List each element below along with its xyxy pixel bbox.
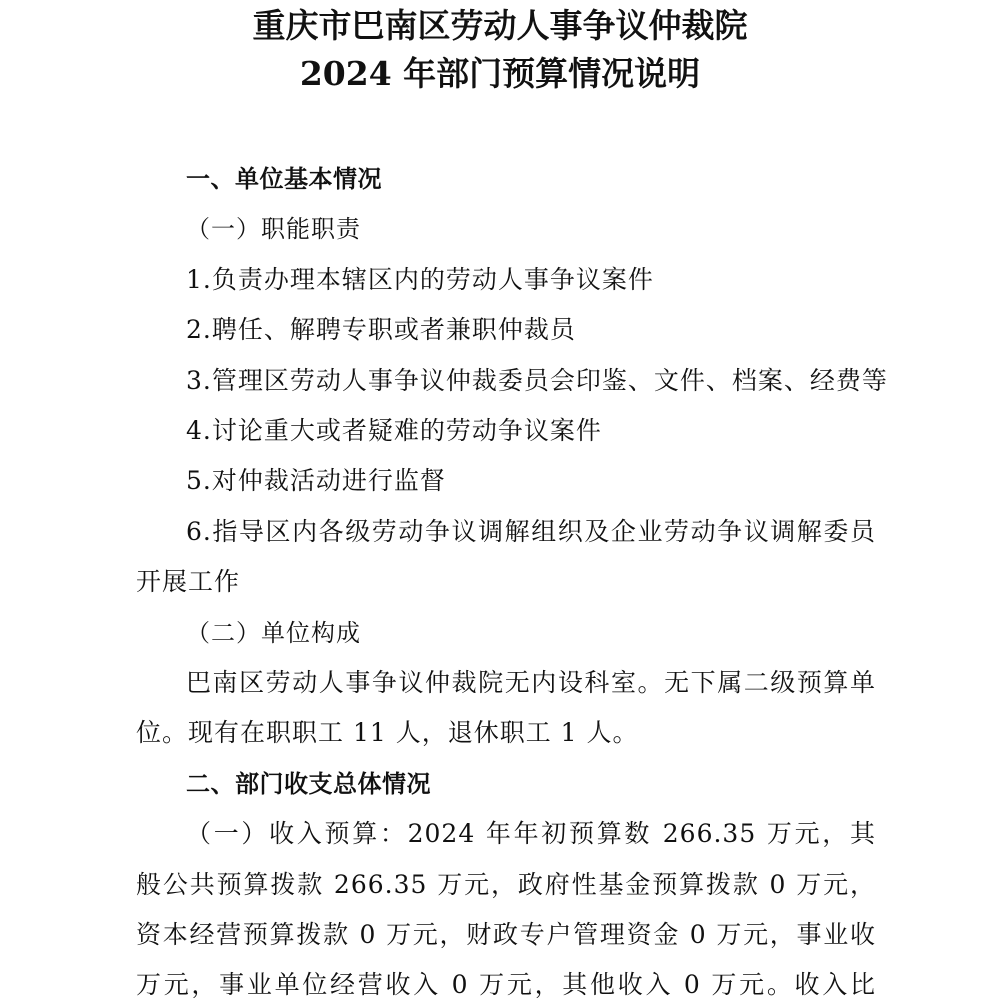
income-para-line-1: （一）收入预算：2024 年年初预算数 266.35 万元，其 xyxy=(186,819,876,848)
duty-item-2: 2.聘任、解聘专职或者兼职仲裁员 xyxy=(186,315,576,344)
duty-item-6-line-1: 6.指导区内各级劳动争议调解组织及企业劳动争议调解委员 xyxy=(186,517,876,546)
composition-para-line-2: 位。现有在职职工 11 人，退休职工 1 人。 xyxy=(136,718,639,747)
document-title-line-2: 2024 年部门预算情况说明 xyxy=(299,54,701,93)
section-2-heading: 二、部门收支总体情况 xyxy=(186,770,431,798)
income-para-line-4: 万元，事业单位经营收入 0 万元，其他收入 0 万元。收入比 xyxy=(136,970,876,999)
duty-item-6-line-2: 开展工作 xyxy=(136,567,241,596)
duty-item-3: 3.管理区劳动人事争议仲裁委员会印鉴、文件、档案、经费等 xyxy=(186,366,888,395)
duty-item-1: 1.负责办理本辖区内的劳动人事争议案件 xyxy=(186,265,654,294)
section-1-heading: 一、单位基本情况 xyxy=(186,165,382,193)
composition-para-line-1: 巴南区劳动人事争议仲裁院无内设科室。无下属二级预算单 xyxy=(186,668,876,697)
duty-item-4: 4.讨论重大或者疑难的劳动争议案件 xyxy=(186,416,602,445)
duty-item-5: 5.对仲裁活动进行监督 xyxy=(186,466,446,495)
document-title-line-1: 重庆市巴南区劳动人事争议仲裁院 xyxy=(252,6,748,45)
subsection-2-heading: （二）单位构成 xyxy=(186,619,361,647)
income-para-line-2: 般公共预算拨款 266.35 万元，政府性基金预算拨款 0 万元， xyxy=(136,870,876,899)
subsection-1-heading: （一）职能职责 xyxy=(186,215,361,243)
income-para-line-3: 资本经营预算拨款 0 万元，财政专户管理资金 0 万元，事业收 xyxy=(136,920,876,949)
